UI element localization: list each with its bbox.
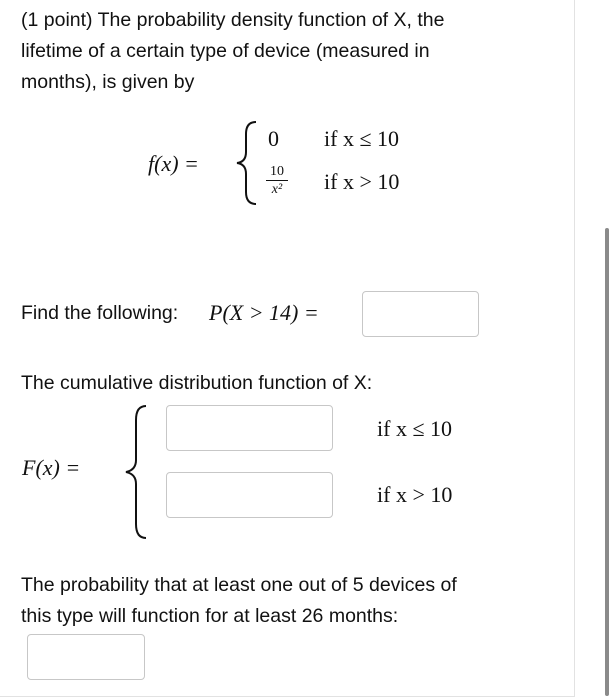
pdf-case2-condition: if x > 10 xyxy=(324,169,400,194)
pdf-case2-fraction xyxy=(266,164,288,197)
question1-expression: P(X > 14) = xyxy=(209,300,319,325)
cdf-lhs: F(x) = xyxy=(22,455,81,480)
question3-line-2: this type will function for at least 26 months: xyxy=(21,605,399,627)
pdf-left-brace xyxy=(232,118,262,208)
fraction-bar xyxy=(266,180,288,181)
vertical-scrollbar[interactable] xyxy=(605,228,609,696)
question3-line-1: The probability that at least one out of 5 devices of xyxy=(21,574,457,596)
cdf-left-brace xyxy=(120,402,150,542)
intro-line-1: (1 point) The probability density function of X, the xyxy=(21,9,445,31)
intro-line-3: months), is given by xyxy=(21,71,195,93)
cdf-case2-condition: if x > 10 xyxy=(377,482,453,507)
cdf-case2-input[interactable] xyxy=(166,472,333,518)
pdf-case1-condition: if x ≤ 10 xyxy=(324,126,400,151)
cdf-heading: The cumulative distribution function of X: xyxy=(21,372,373,394)
pdf-lhs: f(x) = xyxy=(148,151,199,176)
cdf-case1-condition: if x ≤ 10 xyxy=(377,416,453,441)
pdf-case1-value: 0 xyxy=(268,126,279,151)
pdf-case2-numerator: 10 xyxy=(270,164,284,179)
pdf-case2-denominator: x² xyxy=(271,182,283,197)
question1-label: Find the following: xyxy=(21,302,179,324)
cdf-case1-input[interactable] xyxy=(166,405,333,451)
answer-input-p-x-gt-14[interactable] xyxy=(362,291,479,337)
answer-input-at-least-one-of-5[interactable] xyxy=(27,634,145,680)
intro-line-2: lifetime of a certain type of device (measured in xyxy=(21,40,430,62)
